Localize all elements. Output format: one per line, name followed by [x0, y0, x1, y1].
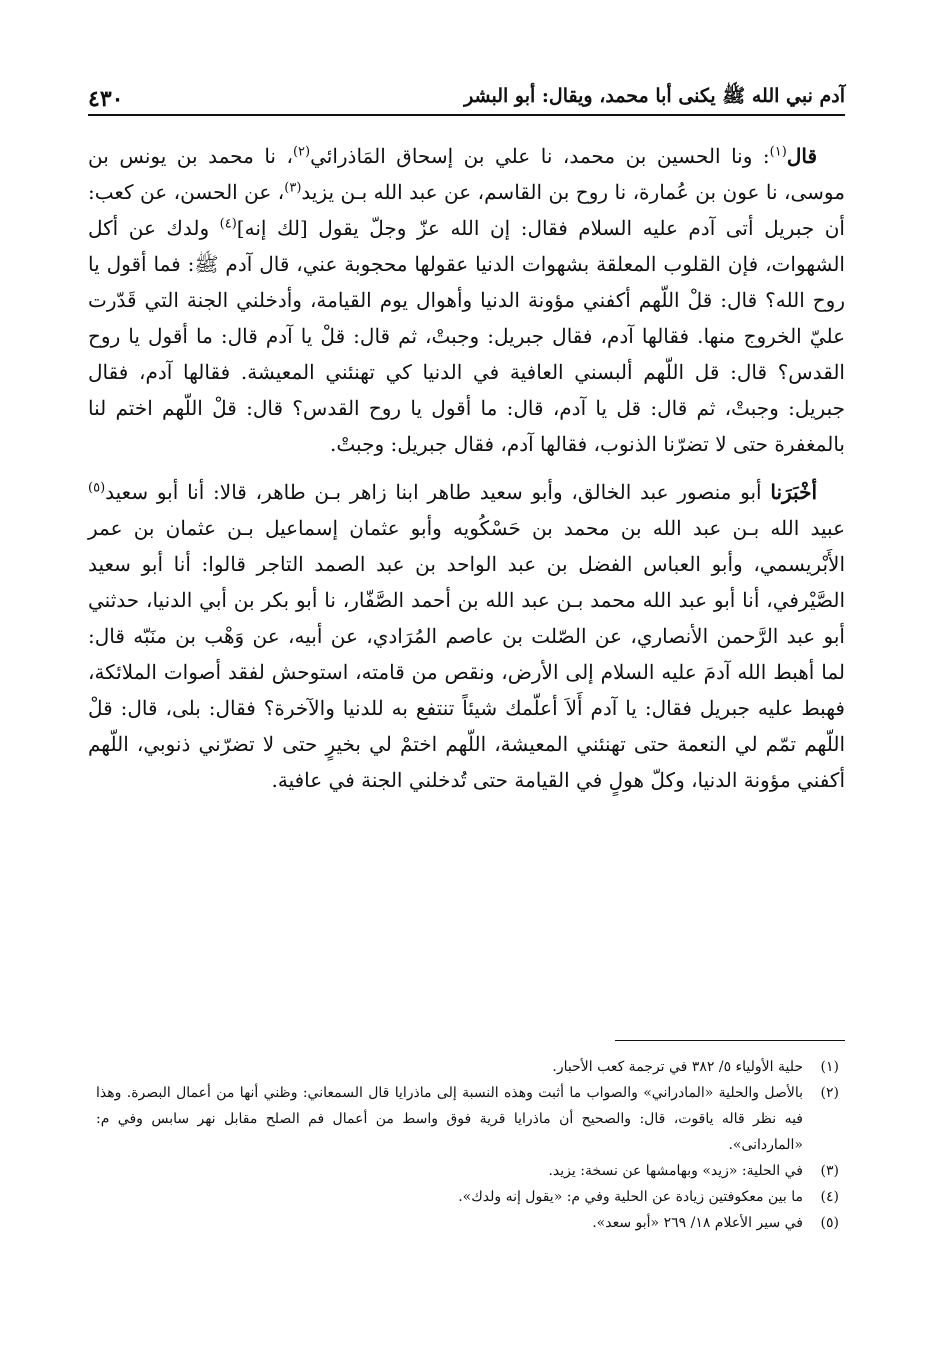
footnote [96, 1080, 839, 1158]
paragraph-text: ، عن الحسن، عن كعب: أن جبريل أتى آدم عليه السلام فقال: إن الله عزّ وجلّ يقول [لك إنه] [88, 180, 845, 240]
running-title: آدم نبي الله ﷺ يكنى أبا محمد، ويقال: أبو البشر [464, 85, 845, 107]
paragraph-lead-word: قال [786, 144, 817, 168]
main-text [88, 138, 845, 810]
paragraph-lead-word: أخْبَرَنا [770, 480, 817, 504]
paragraph-text: ولدك عن أكل الشهوات، فإن القلوب المعلقة بشهوات الدنيا عقولها محجوبة عني، قال آدم ﷺ: فما أقول يا روح الله؟ قال: قلْ اللّهم أكفني مؤونة الدنيا وأهوال يوم القيامة، وأدخلني الجنة التي قَدّرت عليّ الخروج منها. فقالها آدم، فقال جبريل: وجبتْ، ثم قال: قلْ يا آدم قال: ما أقول يا روح القدس؟ قال: قل اللّهم ألبسني العافية في الدنيا كي تهنئني المعيشة. فقالها آدم، فقال جبريل: وجبتْ، ثم قال: قل يا آدم، قال: ما أقول يا روح القدس؟ قال: قلْ اللّهم اختم لنا بالمغفرة حتى لا تضرّنا الذنوب، فقالها آدم، فقال جبريل: وجبتْ. [88, 216, 845, 456]
footnote-number: (٣) [820, 1163, 839, 1179]
paragraph-text: ، نا محمد بن يونس بن موسى، نا عون بن عُمارة، نا روح بن القاسم، عن عبد الله بـن يزيد [88, 144, 845, 204]
footnote-text: في سير الأعلام ١٨/ ٢٦٩ «أبو سعد». [592, 1215, 803, 1231]
footnotes [96, 1054, 839, 1236]
footnote-reference: (٥) [88, 480, 106, 496]
paragraph-text: عبيد الله بـن عبد الله بن محمد بن حَسْكُويه وأبو عثمان إسماعيل بـن عثمان بن عمر الأَبْريسمي، وأبو العباس الفضل بن عبد الواحد بن عبد الصمد التاجر قالوا: أنا أبو سعيد الصَّيْرفي، أنا أبو عبد الله محمد بـن عبد الله بن أحمد الصَّفّار، نا أبو بكر بن أبي الدنيا، حدثني أبو عبد الرَّحمن الأنصاري، عن الصّلت بن عاصم المُرَادي، عن أبيه، عن وَهْب بن منَبّه قال: لما أهبط الله آدمَ عليه السلام إلى الأرض، ونقص من قامته، استوحش لفقد أصوات الملائكة، فهبط عليه جبريل فقال: يا آدم أَلاَ أعلّمك شيئاً تنتفع به للدنيا والآخرة؟ فقال: بلى، قال: قلْ اللّهم تمّم لي النعمة حتى تهنئني المعيشة، اللّهم اختمْ لي بخيرٍ حتى لا تضرّني ذنوبي، اللّهم أكفني مؤونة الدنيا، وكلّ هولٍ في القيامة حتى تُدخلني الجنة في عافية. [88, 516, 845, 792]
paragraph [88, 138, 845, 462]
footnote-number: (٢) [820, 1085, 839, 1101]
footnote [96, 1210, 839, 1236]
footnote-text: ما بين معكوفتين زيادة عن الحلية وفي م: «يقول إنه ولدك». [458, 1189, 803, 1205]
footnote-reference: (٤) [219, 216, 237, 232]
footnote-reference: (١) [769, 144, 787, 160]
footnote-reference: (٢) [292, 144, 311, 160]
footnote [96, 1054, 839, 1080]
footnote-text: بالأصل والحلية «المادراني» والصواب ما أثبت وهذه النسبة إلى ماذرايا قال السمعاني: وظني أنها من أعمال البصرة. وهذا فيه نظر قاله ياقوت، قال: والصحيح أن ماذرايا قرية فوق واسط من أعمال فم الصلح مقابل نهر سابس وفي م: «الماردانى». [96, 1085, 803, 1153]
paragraph [88, 474, 845, 798]
footnote-text: في الحلية: «زيد» وبهامشها عن نسخة: يزيد. [548, 1163, 803, 1179]
footnote-text: حلية الأولياء ٥/ ٣٨٢ في ترجمة كعب الأحبار. [552, 1059, 803, 1075]
paragraph-text: أبو منصور عبد الخالق، وأبو سعيد طاهر ابنا زاهر بـن طاهر، قالا: أنا أبو سعيد [105, 480, 771, 504]
footnote-number: (٥) [820, 1215, 839, 1231]
footnote [96, 1158, 839, 1184]
footnote-number: (١) [820, 1059, 839, 1075]
footnote-reference: (٣) [284, 180, 302, 196]
footnote [96, 1184, 839, 1210]
footnote-number: (٤) [820, 1189, 839, 1205]
footnote-divider [615, 1040, 845, 1041]
page-number: ٤٣٠ [88, 86, 124, 112]
paragraph-text: : ونا الحسين بن محمد، نا علي بن إسحاق المَاذرائي [310, 144, 770, 168]
page-header [88, 68, 845, 116]
